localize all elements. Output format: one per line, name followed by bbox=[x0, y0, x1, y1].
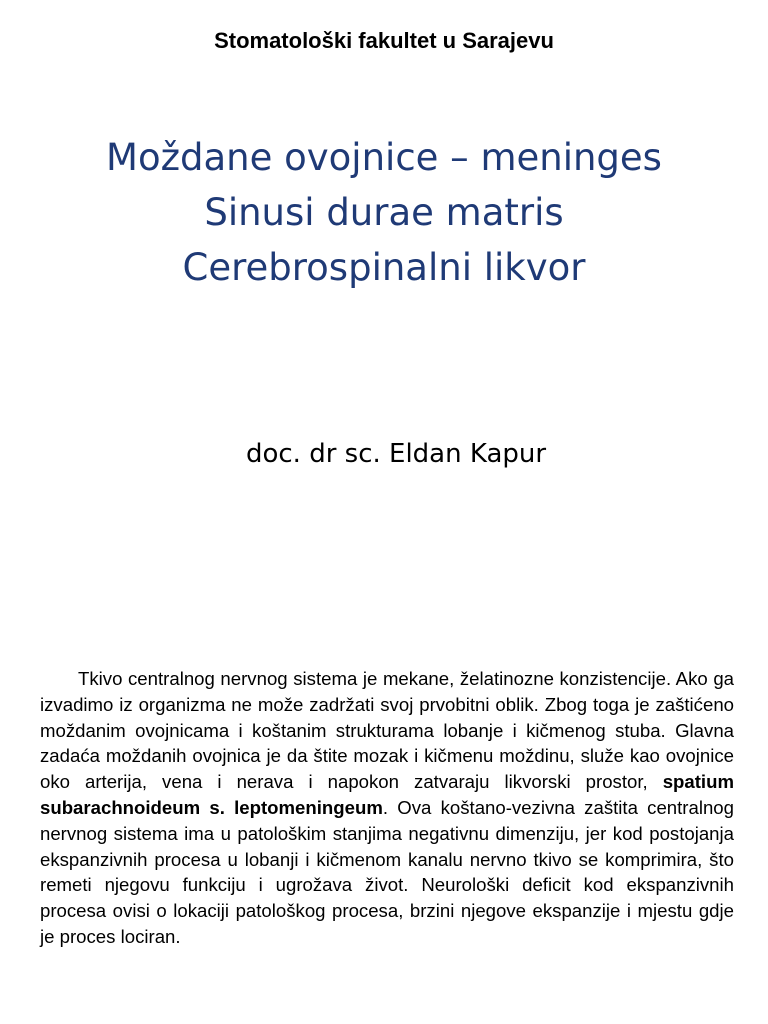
body-paragraph bbox=[40, 666, 734, 950]
author-name: doc. dr sc. Eldan Kapur bbox=[245, 439, 547, 469]
institution-header: Stomatološki fakultet u Sarajevu bbox=[214, 28, 554, 53]
body-bold-term: spatium subarachnoideum s. leptomeningeum bbox=[40, 771, 734, 818]
title-line-sinusi: Sinusi durae matris bbox=[204, 191, 564, 234]
body-text-part1: Tkivo centralnog nervnog sistema je mekane, želatinozne konzistencije. Ako ga izvadimo iz organizma ne može zadržati svoj prvobitni oblik. Zbog toga je zaštićeno moždanim ovojnicama i koštanim strukturama lobanje i kičmenog stuba. Glavna zadaća moždanih ovojnica je da štite mozak i kičmenu moždinu, služe kao ovojnice oko arterija, vena i nerava i napokon zatvaraju likvorski prostor, bbox=[40, 668, 734, 793]
title-line-likvor: Cerebrospinalni likvor bbox=[182, 246, 586, 289]
title-line-meninges: Moždane ovojnice – meninges bbox=[106, 136, 662, 179]
document-title bbox=[0, 130, 768, 295]
body-text-part2: . Ova koštano-vezivna zaštita centralnog nervnog sistema ima u patološkim stanjima negativnu dimenziju, jer kod postojanja ekspanzivnih procesa u lobanji i kičmenom kanalu nervno tkivo se komprimira, što remeti njegovu funkciju i ugrožava život. Neurološki deficit kod ekspanzivnih procesa ovisi o lokaciji patološkog procesa, brzini njegove ekspanzije i mjestu gdje je proces lociran. bbox=[40, 796, 734, 947]
